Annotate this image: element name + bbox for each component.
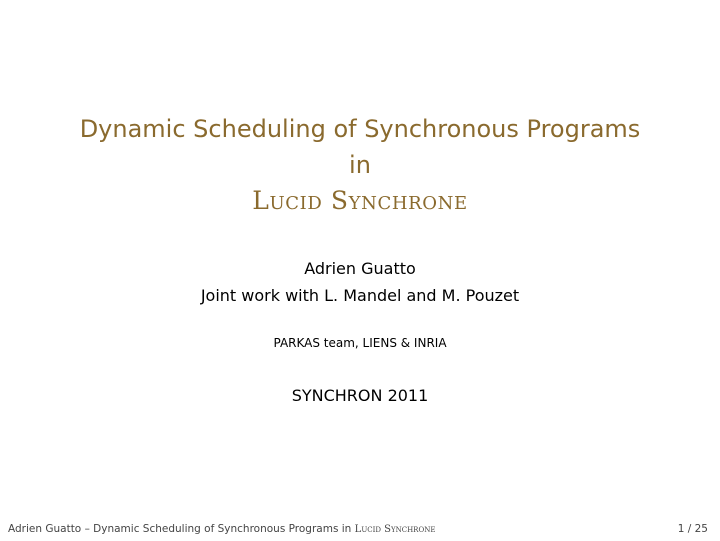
joint-work: Joint work with L. Mandel and M. Pouzet bbox=[200, 286, 520, 305]
author-name: Adrien Guatto bbox=[304, 259, 416, 278]
footer-title-smallcaps: Lucid Synchrone bbox=[354, 524, 436, 535]
slide-title-line2: in bbox=[349, 151, 371, 179]
slide-title-line3: Lucid Synchrone bbox=[252, 186, 468, 215]
affiliation: PARKAS team, LIENS & INRIA bbox=[273, 336, 447, 350]
conference: SYNCHRON 2011 bbox=[291, 386, 429, 405]
slide-title-line1: Dynamic Scheduling of Synchronous Programs bbox=[79, 115, 641, 143]
footer bbox=[8, 520, 708, 538]
page-number: 1 / 25 bbox=[677, 523, 708, 535]
footer-title bbox=[8, 520, 435, 539]
footer-title-text: Adrien Guatto – Dynamic Scheduling of Synchronous Programs in bbox=[8, 523, 352, 535]
